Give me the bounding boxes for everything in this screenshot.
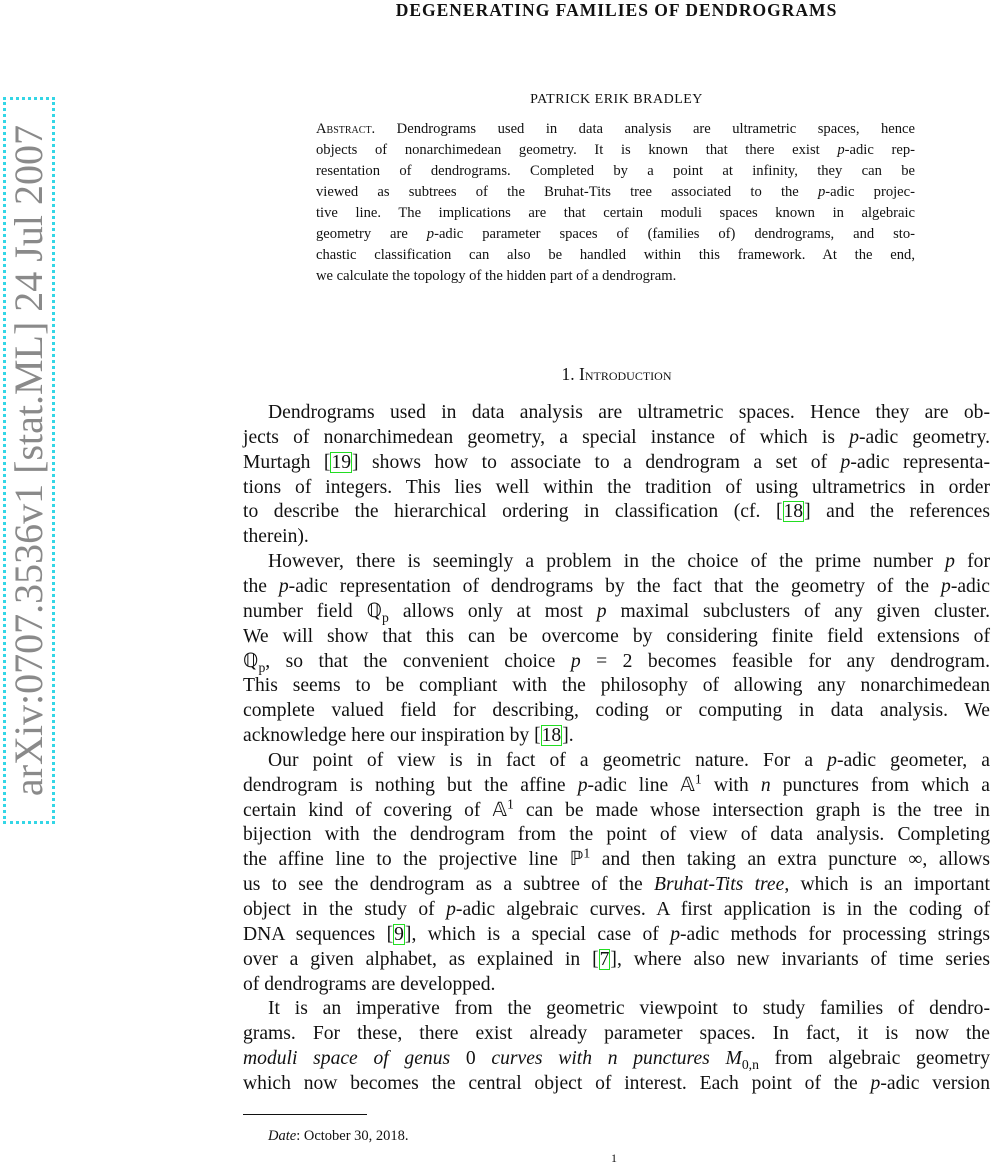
text-segment: -adic algebraic curves. A first application is in the coding of bbox=[455, 899, 990, 920]
text-segment: -adic representa- bbox=[850, 451, 990, 473]
text-segment: , which is a special case of bbox=[411, 923, 671, 945]
paper-title: DEGENERATING FAMILIES OF DENDROGRAMS bbox=[395, 0, 838, 20]
footnote-date bbox=[268, 1127, 409, 1145]
text-segment: Our point of view is in fact of a geometric nature. For a bbox=[268, 749, 828, 771]
text-segment: -adic geometer, a bbox=[836, 749, 990, 771]
footnote-rule bbox=[243, 1114, 367, 1115]
math-text: p bbox=[870, 1072, 881, 1094]
text-line bbox=[243, 1047, 990, 1071]
text-segment: grams. For these, there exist already parameter spaces. In fact, it is now the bbox=[243, 1023, 990, 1045]
text-segment: resentation of dendrograms. Completed by a point at infinity, they can be bbox=[316, 163, 915, 179]
text-segment: . bbox=[568, 725, 574, 747]
text-segment: acknowledge here our inspiration by bbox=[243, 725, 535, 747]
text-line bbox=[243, 1072, 990, 1096]
text-segment: -adic projec- bbox=[825, 184, 915, 200]
text-segment: However, there is seemingly a problem in the choice of the prime number bbox=[268, 551, 946, 573]
text-segment: p bbox=[382, 609, 389, 625]
text-line: to describe the hierarchical ordering in classification (cf. [18] and the references bbox=[243, 501, 990, 523]
text-segment: complete valued field for describing, coding or computing in data analysis. We bbox=[243, 700, 990, 722]
math-text: p bbox=[670, 923, 680, 945]
citation-link[interactable]: 7 bbox=[599, 948, 610, 970]
math-text: p bbox=[446, 899, 456, 920]
text-segment: tions of integers. This lies well within the tradition of using ultrametrics in order bbox=[243, 476, 990, 498]
math-text: n bbox=[760, 774, 771, 796]
text-segment: -adic representation of dendrograms by the fact that the geometry of the bbox=[288, 575, 942, 597]
text-segment: over a given alphabet, as explained in bbox=[243, 948, 593, 970]
text-segment: Murtagh bbox=[243, 451, 324, 473]
text-line bbox=[243, 1022, 990, 1046]
text-segment: maximal subclusters of any given cluster. bbox=[606, 600, 990, 622]
math-text: Bruhat-Tits tree bbox=[654, 874, 785, 896]
text-segment: -adic bbox=[950, 575, 990, 597]
text-segment: we calculate the topology of the hidden part of a dendrogram. bbox=[316, 268, 677, 284]
math-text: p bbox=[278, 575, 289, 597]
text-segment: tive line. The implications are that certain moduli spaces known in algebraic bbox=[316, 205, 915, 221]
math-text: curves with n punctures M bbox=[491, 1048, 742, 1070]
text-segment: 0,n bbox=[741, 1057, 759, 1072]
footnote-text: : October 30, 2018. bbox=[296, 1128, 409, 1144]
text-segment: for bbox=[954, 551, 990, 573]
text-line bbox=[243, 997, 990, 1021]
text-segment: therein). bbox=[243, 526, 309, 548]
text-segment: 1 bbox=[694, 771, 702, 787]
text-segment: geometry are bbox=[316, 226, 427, 242]
citation-link[interactable]: 18 bbox=[783, 501, 804, 523]
text-segment: It is an imperative from the geometric viewpoint to study families of dendro- bbox=[268, 998, 990, 1020]
math-text: p bbox=[426, 226, 435, 242]
text-segment: -adic parameter spaces of (families of) dendrograms, and sto- bbox=[434, 226, 915, 242]
text-line bbox=[316, 141, 915, 159]
text-segment: certain kind of covering of 𝔸 bbox=[243, 799, 507, 821]
text-segment: Dendrograms used in data analysis are ultrametric spaces. Hence they are ob- bbox=[268, 402, 990, 423]
text-line bbox=[243, 476, 990, 500]
footnote-label: Date bbox=[268, 1128, 297, 1144]
math-text: p bbox=[596, 600, 607, 622]
text-segment: DNA sequences bbox=[243, 923, 387, 945]
text-segment: We will show that this can be overcome by considering finite field extensions of bbox=[243, 625, 990, 647]
text-line bbox=[243, 845, 990, 872]
text-line bbox=[316, 120, 915, 138]
text-segment: = 2 becomes feasible for any dendrogram. bbox=[580, 650, 990, 672]
text-line: Murtagh [19] shows how to associate to a dendrogram a set of p-adic representa- bbox=[243, 451, 990, 473]
text-line bbox=[243, 550, 990, 574]
text-line bbox=[243, 873, 990, 897]
text-segment: Dendrograms used in data analysis are ultrametric spaces, hence bbox=[375, 121, 915, 137]
text-segment: to describe the hierarchical ordering in classification (cf. bbox=[243, 501, 776, 523]
math-text: p bbox=[849, 426, 859, 448]
text-segment: with bbox=[701, 774, 761, 796]
text-line bbox=[243, 600, 990, 624]
text-segment: This seems to be compliant with the philosophy of allowing any nonarchimedean bbox=[243, 675, 990, 697]
text-line bbox=[243, 650, 990, 674]
citation-link[interactable]: 9 bbox=[394, 923, 404, 945]
arxiv-id: arXiv:0707.3536v1 [stat.ML] 24 Jul 2007 bbox=[6, 124, 51, 797]
text-segment: us to see the dendrogram as a subtree of the bbox=[243, 874, 655, 896]
text-segment: which now becomes the central object of interest. Each point of the bbox=[243, 1072, 871, 1094]
text-line bbox=[243, 771, 990, 798]
text-line bbox=[243, 401, 990, 425]
math-text: p bbox=[837, 142, 845, 158]
text-line bbox=[316, 162, 915, 180]
section-heading bbox=[243, 364, 990, 385]
math-text: p bbox=[840, 451, 851, 473]
text-line bbox=[243, 823, 990, 847]
citation-link[interactable]: 18 bbox=[541, 725, 562, 747]
text-segment: -adic version bbox=[880, 1072, 990, 1094]
arxiv-stamp bbox=[3, 97, 55, 824]
text-segment: jects of nonarchimedean geometry, a special instance of which is bbox=[243, 426, 850, 448]
text-segment: shows how to associate to a dendrogram a set of bbox=[358, 451, 841, 473]
math-text: p bbox=[818, 184, 826, 200]
text-segment: 0 bbox=[450, 1048, 492, 1070]
text-line bbox=[316, 225, 915, 243]
text-line bbox=[243, 426, 990, 450]
text-segment: bijection with the dendrogram from the point of view of data analysis. Completing bbox=[243, 824, 990, 846]
text-segment: allows only at most bbox=[388, 600, 597, 622]
math-text: p bbox=[570, 650, 581, 672]
text-segment: the affine line to the projective line ℙ bbox=[243, 849, 584, 871]
text-segment: p bbox=[258, 659, 266, 675]
author: PATRICK ERIK BRADLEY bbox=[530, 92, 703, 107]
citation-link[interactable]: 19 bbox=[331, 451, 352, 473]
text-segment: -adic line 𝔸 bbox=[587, 774, 695, 796]
text-line bbox=[243, 973, 990, 997]
text-line bbox=[243, 525, 990, 549]
text-segment: , so that the convenient choice bbox=[265, 650, 571, 672]
text-segment: objects of nonarchimedean geometry. It is known that there exist bbox=[316, 142, 838, 158]
text-segment: and the references bbox=[810, 501, 990, 523]
text-segment: ℚ bbox=[243, 650, 259, 672]
text-segment: , where also new invariants of time series bbox=[616, 948, 990, 970]
text-segment: the bbox=[243, 575, 279, 597]
text-segment: can be made whose intersection graph is the tree in bbox=[513, 799, 990, 821]
text-segment: number field ℚ bbox=[243, 600, 383, 622]
text-segment: viewed as subtrees of the Bruhat-Tits tree associated to the bbox=[316, 184, 818, 200]
text-segment: Abstract. bbox=[316, 121, 376, 137]
text-line bbox=[243, 898, 990, 922]
text-segment: of dendrograms are developped. bbox=[243, 973, 496, 995]
text-line: acknowledge here our inspiration by [18]. bbox=[243, 725, 574, 747]
text-segment: 1 bbox=[507, 796, 514, 812]
text-line: DNA sequences [9], which is a special case of p-adic methods for processing strings bbox=[243, 923, 991, 945]
math-text: moduli space of genus bbox=[243, 1048, 451, 1070]
math-text: p bbox=[827, 749, 837, 771]
page-number: 1 bbox=[611, 1151, 617, 1165]
text-line bbox=[316, 204, 915, 222]
text-segment: -adic rep- bbox=[844, 142, 915, 158]
text-segment: dendrogram is nothing but the affine bbox=[243, 774, 578, 796]
math-text: p bbox=[941, 575, 951, 597]
text-segment: object in the study of bbox=[243, 899, 447, 920]
text-line bbox=[316, 246, 915, 264]
text-segment: punctures from which a bbox=[770, 774, 990, 796]
text-line bbox=[316, 267, 915, 285]
text-segment: , which is an important bbox=[784, 874, 991, 896]
text-line bbox=[243, 625, 990, 649]
math-text: p bbox=[945, 551, 955, 573]
text-segment: 1 bbox=[583, 845, 591, 861]
text-line: over a given alphabet, as explained in [7], where also new invariants of time series bbox=[243, 948, 990, 970]
text-line bbox=[243, 796, 990, 823]
text-line bbox=[243, 699, 990, 723]
section-heading-text: 1. Introduction bbox=[561, 364, 672, 384]
text-segment: chastic classification can also be handled within this framework. At the end, bbox=[316, 247, 915, 263]
text-segment: and then taking an extra puncture ∞, allows bbox=[590, 849, 990, 871]
text-line bbox=[243, 749, 990, 773]
text-segment: -adic geometry. bbox=[858, 426, 990, 448]
text-line bbox=[243, 674, 990, 698]
text-segment: from algebraic geometry bbox=[758, 1048, 990, 1070]
text-line bbox=[316, 183, 915, 201]
math-text: p bbox=[577, 774, 588, 796]
text-line bbox=[243, 575, 990, 599]
text-segment: -adic methods for processing strings bbox=[679, 923, 991, 945]
